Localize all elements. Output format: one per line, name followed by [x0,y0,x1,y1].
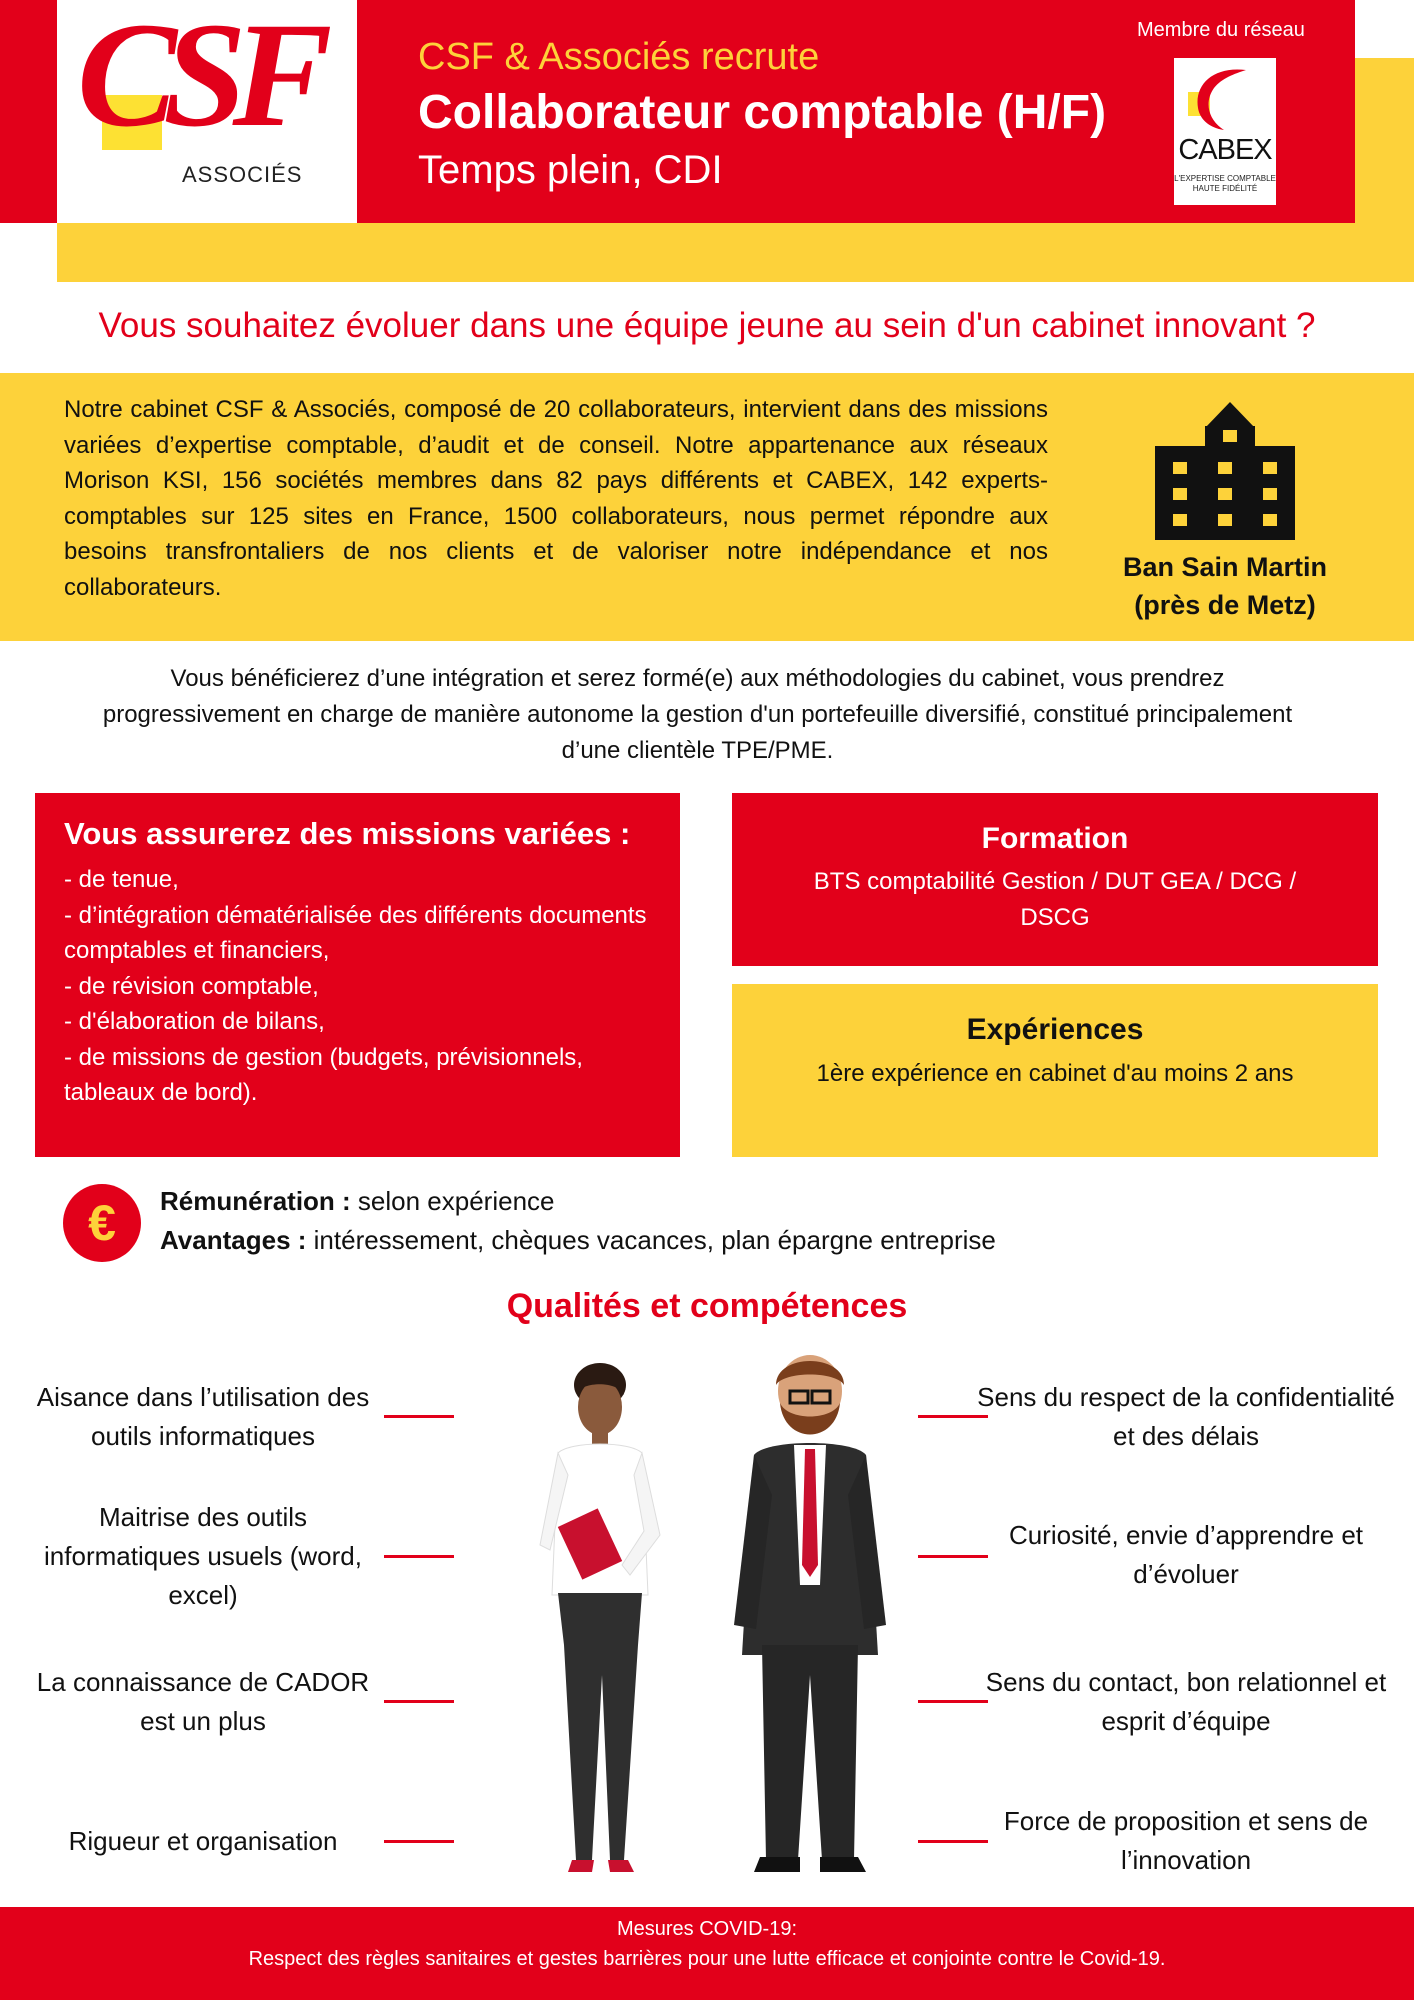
experience-text: 1ère expérience en cabinet d'au moins 2 ans [816,1060,1294,1087]
network-label: Membre du réseau [1137,19,1305,41]
avantages-value: intéressement, chèques vacances, plan épargne entreprise [306,1225,996,1255]
header-supertitle: CSF & Associés recrute [418,36,820,78]
mission-item: - de révision comptable, [64,972,319,1000]
location-line-2: (près de Metz) [1134,590,1316,620]
connector-line [384,1700,454,1703]
quality-right-4: Force de proposition et sens de l’innovation [1003,1806,1369,1875]
connector-line [384,1415,454,1418]
quality-left-4: Rigueur et organisation [68,1826,338,1856]
remuneration-label: Rémunération : [160,1186,351,1216]
quality-left-1: Aisance dans l’utilisation des outils informatiques [36,1382,370,1451]
integration-text: Vous bénéficierez d’une intégration et serez formé(e) aux méthodologies du cabinet, vous prendrez progressivement en charge de manière autonome la gestion d'un portefeuille diversifié, constitué principalement d’une clientèle TPE/PME. [102,665,1293,764]
headline-question: Vous souhaitez évoluer dans une équipe jeune au sein d'un cabinet innovant ? [98,306,1316,345]
cabex-tagline [1174,174,1276,194]
cabex-swoosh-icon [1184,64,1264,134]
connector-line [384,1555,454,1558]
woman-figure-icon [540,1363,660,1872]
avantages-label: Avantages : [160,1225,307,1255]
location [1080,548,1370,624]
man-figure-icon [734,1355,886,1872]
logo-main-text: CSF [77,0,319,158]
mission-item: - de missions de gestion (budgets, prévisionnels, tableaux de bord). [64,1043,583,1106]
mission-item: - d’intégration dématérialisée des différents documents comptables et financiers, [64,901,647,964]
connector-line [384,1840,454,1843]
euro-icon: € [63,1184,141,1262]
qualities-title: Qualités et compétences [506,1287,908,1325]
avantages-line [160,1225,996,1256]
location-line-1: Ban Sain Martin [1122,552,1328,582]
cabex-tagline-2: HAUTE FIDÉLITÉ [1192,184,1258,193]
csf-logo [57,0,357,223]
formation-title: Formation [981,822,1129,855]
quality-left-3: La connaissance de CADOR est un plus [36,1667,370,1736]
missions-title: Vous assurerez des missions variées : [64,816,631,851]
building-icon [1155,390,1295,540]
intro-text: Notre cabinet CSF & Associés, composé de 20 collaborateurs, intervient dans des missions variées d’expertise comptable, d’audit et de conseil. Notre appartenance aux réseaux Morison KSI, 156 sociétés membres dans 82 pays différents et CABEX, 142 experts-comptables sur 125 sites en France, 1500 collaborateurs, nous permet répondre aux besoins transfrontaliers de nos clients et de valoriser notre indépendance et nos collaborateurs. [64,396,1048,601]
remuneration-line [160,1186,555,1217]
logo-sub-text: ASSOCIÉS [182,162,303,187]
footer-text: Respect des règles sanitaires et gestes barrières pour une lutte efficace et conjointe contre le Covid-19. [248,1948,1166,1970]
quality-right-3: Sens du contact, bon relationnel et esprit d’équipe [985,1667,1387,1736]
formation-text: BTS comptabilité Gestion / DUT GEA / DCG / DSCG [813,868,1297,931]
cabex-name: CABEX [1178,134,1272,166]
missions-list [64,862,664,1111]
cabex-logo [1174,58,1276,205]
mission-item: - de tenue, [64,866,179,893]
experience-title: Expériences [966,1013,1144,1046]
remuneration-value: selon expérience [350,1186,555,1216]
business-people-illustration [510,1345,950,1885]
job-title: Collaborateur comptable (H/F) [418,86,1107,139]
contract-type: Temps plein, CDI [418,148,723,192]
cabex-tagline-1: L'EXPERTISE COMPTABLE [1174,174,1276,183]
quality-right-2: Curiosité, envie d’apprendre et d’évoluer [1008,1520,1364,1589]
mission-item: - d'élaboration de bilans, [64,1008,325,1035]
quality-right-1: Sens du respect de la confidentialité et des délais [977,1382,1395,1451]
footer-title: Mesures COVID-19: [616,1918,798,1940]
quality-left-2: Maitrise des outils informatiques usuels (word, excel) [44,1502,362,1610]
